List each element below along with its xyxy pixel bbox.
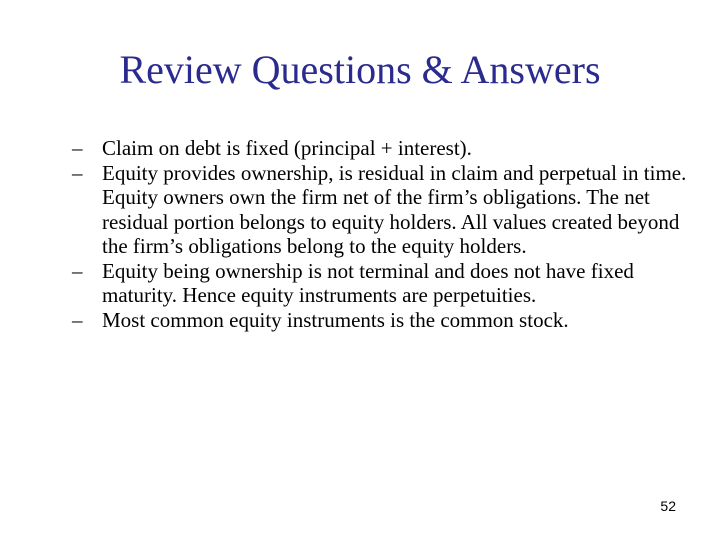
bullet-text: Most common equity instruments is the common stock. (102, 307, 569, 332)
bullet-dash: – (72, 160, 83, 185)
page-number: 52 (660, 498, 676, 514)
bullet-dash: – (72, 258, 83, 283)
bullet-dash: – (72, 136, 83, 160)
bullet-dash: – (72, 307, 83, 332)
bullet-list (72, 136, 692, 332)
slide-title: Review Questions & Answers (119, 47, 601, 92)
bullet-text: Equity being ownership is not terminal and does not have fixed maturity. Hence equity instruments are perpetuities. (102, 258, 634, 307)
bullet-text: Claim on debt is fixed (principal + interest). (102, 136, 472, 160)
bullet-item (72, 136, 692, 161)
bullet-item (72, 259, 692, 308)
bullet-text: Equity provides ownership, is residual in claim and perpetual in time. Equity owners own the firm net of the firm’s obligations. The net residual portion belongs to equity holders. All values created beyond the firm’s obligations belong to the equity holders. (102, 160, 687, 258)
bullet-item (72, 308, 692, 333)
bullet-item (72, 161, 692, 259)
